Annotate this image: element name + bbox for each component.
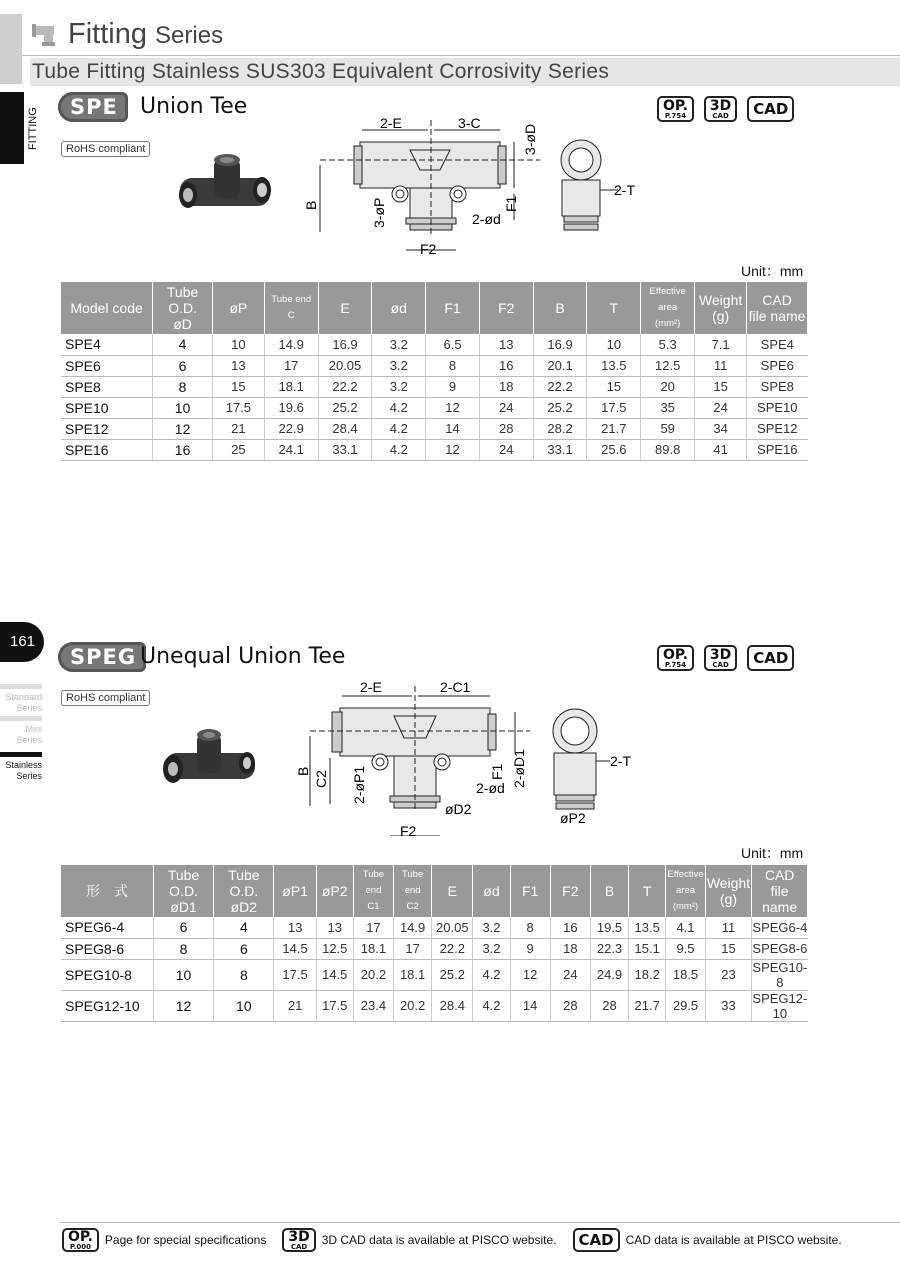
union-tee-photo (170, 150, 280, 230)
table-cell: 14.5 (316, 959, 353, 990)
series-tab-mini[interactable]: Mini Series (0, 716, 42, 746)
column-header: CAD file name (752, 865, 808, 917)
table-cell: 15.1 (629, 938, 666, 959)
table-cell: 24 (695, 397, 747, 418)
table-cell: SPEG6-4 (752, 917, 808, 938)
column-header: øP (212, 282, 264, 334)
table-cell: 23 (705, 959, 752, 990)
model-code-cell: SPE16 (61, 439, 153, 460)
column-header: Tube end C2 (394, 865, 432, 917)
unequal-union-tee-drawing (290, 676, 650, 836)
table-cell: 17 (264, 355, 318, 376)
table-cell: SPE8 (747, 376, 808, 397)
table-row (61, 439, 808, 460)
op-icon: OP. P.000 (62, 1228, 99, 1252)
table-row (61, 418, 808, 439)
table-cell: 22.3 (590, 938, 628, 959)
table-cell: 14.5 (274, 938, 316, 959)
table-cell: 13 (479, 334, 533, 355)
table-cell: 20 (641, 376, 695, 397)
dim-label: 3-C (458, 115, 481, 131)
table-cell: 12 (153, 990, 213, 1021)
rohs-badge: RoHS compliant (61, 141, 150, 157)
table-cell: 3.2 (473, 938, 510, 959)
column-header: øP1 (274, 865, 316, 917)
table-cell: 13 (212, 355, 264, 376)
table-cell: 18.5 (666, 959, 705, 990)
table-cell: 25.2 (432, 959, 473, 990)
column-header: Weight (g) (695, 282, 747, 334)
column-header: B (533, 282, 587, 334)
unit-label: Unit：mm (741, 845, 804, 861)
column-header: Effective area (mm²) (666, 865, 705, 917)
table-cell: 6 (214, 938, 274, 959)
table-cell: 5.3 (641, 334, 695, 355)
table-cell: 15 (212, 376, 264, 397)
page-title: Fitting Series (68, 18, 224, 50)
column-header: ød (372, 282, 426, 334)
table-cell: 13.5 (629, 917, 666, 938)
series-tab-stainless[interactable]: Stainless Series (0, 752, 42, 782)
dim-label: 2-T (614, 182, 635, 198)
table-cell: 4 (153, 334, 213, 355)
table-cell: 17.5 (212, 397, 264, 418)
table-row (61, 959, 808, 990)
table-cell: 8 (153, 376, 213, 397)
table-cell: 16 (550, 917, 590, 938)
column-header: F1 (426, 282, 480, 334)
table-cell: 19.5 (590, 917, 628, 938)
table-cell: 9 (426, 376, 480, 397)
model-code-cell: SPE8 (61, 376, 153, 397)
table-cell: 9 (510, 938, 550, 959)
table-cell: 25.2 (318, 397, 372, 418)
table-cell: 20.2 (394, 990, 432, 1021)
table-cell: 22.2 (533, 376, 587, 397)
column-header: Tube end C1 (353, 865, 393, 917)
column-header: B (590, 865, 628, 917)
table-row (61, 334, 808, 355)
column-header: T (629, 865, 666, 917)
dim-label: 2-C1 (440, 679, 471, 695)
table-cell: 14 (510, 990, 550, 1021)
footer-legend (62, 1228, 858, 1252)
table-cell: 13 (316, 917, 353, 938)
table-cell: 35 (641, 397, 695, 418)
table-cell: SPE12 (747, 418, 808, 439)
table-cell: SPE10 (747, 397, 808, 418)
table-cell: 24 (550, 959, 590, 990)
table-cell: 12 (426, 439, 480, 460)
table-cell: 25 (212, 439, 264, 460)
cad-legend-text: CAD data is available at PISCO website. (625, 1233, 842, 1247)
column-header: Tube O.D. øD (153, 282, 213, 334)
table-cell: 21 (274, 990, 316, 1021)
table-row (61, 917, 808, 938)
dim-label: 2-øD1 (511, 749, 527, 788)
column-header: F2 (550, 865, 590, 917)
dim-label: 2-T (610, 753, 631, 769)
table-cell: 10 (212, 334, 264, 355)
model-code-cell: SPE10 (61, 397, 153, 418)
table-cell: 33 (705, 990, 752, 1021)
column-header: E (432, 865, 473, 917)
table-row (61, 397, 808, 418)
column-header: ød (473, 865, 510, 917)
dim-label: 3-øD (522, 123, 538, 155)
column-header: T (587, 282, 641, 334)
table-cell: 8 (153, 938, 213, 959)
product-icons (657, 96, 794, 122)
table-cell: 16 (479, 355, 533, 376)
table-cell: 10 (153, 959, 213, 990)
cad-icon[interactable]: CAD (747, 645, 794, 671)
op-icon[interactable]: OP. P.754 (657, 96, 694, 122)
product-icons (657, 645, 794, 671)
table-cell: 17 (353, 917, 393, 938)
model-code-cell: SPEG12-10 (61, 990, 153, 1021)
dim-label: F2 (420, 241, 437, 257)
dim-label: F1 (503, 195, 519, 212)
table-cell: 8 (214, 959, 274, 990)
table-cell: 41 (695, 439, 747, 460)
table-cell: 3.2 (473, 917, 510, 938)
column-header: Tube end C (264, 282, 318, 334)
table-row (61, 938, 808, 959)
table-cell: 4.1 (666, 917, 705, 938)
page-number: 161 (0, 622, 44, 662)
op-legend-text: Page for special specifications (104, 1233, 267, 1247)
table-cell: SPE6 (747, 355, 808, 376)
table-cell: 10 (153, 397, 213, 418)
table-cell: 18.2 (629, 959, 666, 990)
table-row (61, 376, 808, 397)
table-cell: 14 (426, 418, 480, 439)
table-cell: 4 (214, 917, 274, 938)
column-header: øP2 (316, 865, 353, 917)
table-cell: SPEG10-8 (752, 959, 808, 990)
table-cell: 22.9 (264, 418, 318, 439)
table-cell: 9.5 (666, 938, 705, 959)
product-badge: SPEG (58, 642, 146, 672)
column-header: Tube O.D. øD2 (214, 865, 274, 917)
table-cell: 13 (274, 917, 316, 938)
table-cell: 12 (153, 418, 213, 439)
dim-label: C2 (313, 770, 329, 788)
table-cell: 89.8 (641, 439, 695, 460)
table-cell: 4.2 (372, 418, 426, 439)
table-cell: 4.2 (473, 959, 510, 990)
dim-label: 2-øP1 (351, 765, 367, 804)
table-cell: 6.5 (426, 334, 480, 355)
table-cell: 24.9 (590, 959, 628, 990)
fitting-tab-label: FITTING (27, 107, 39, 151)
dim-label: 3-øP (371, 197, 387, 228)
table-cell: 28.2 (533, 418, 587, 439)
table-cell: 14.9 (264, 334, 318, 355)
table-cell: 12 (426, 397, 480, 418)
model-code-cell: SPEG6-4 (61, 917, 153, 938)
table-cell: 20.05 (432, 917, 473, 938)
union-tee-drawing (300, 110, 660, 260)
dim-label: 2-ød (476, 780, 505, 796)
table-row (61, 990, 808, 1021)
dim-label: 2-E (360, 679, 382, 695)
product-title: Unequal Union Tee (140, 644, 346, 669)
table-cell: SPE16 (747, 439, 808, 460)
table-cell: 17 (394, 938, 432, 959)
table-cell: 19.6 (264, 397, 318, 418)
table-cell: 18.1 (394, 959, 432, 990)
column-header: 形 式 (61, 865, 153, 917)
column-header: Tube O.D. øD1 (153, 865, 213, 917)
3d-cad-icon: 3D CAD (282, 1228, 315, 1252)
table-cell: 3.2 (372, 334, 426, 355)
table-cell: 13.5 (587, 355, 641, 376)
table-cell: SPEG12-10 (752, 990, 808, 1021)
column-header: Weight (g) (705, 865, 752, 917)
footer-divider (60, 1222, 900, 1223)
table-cell: 7.1 (695, 334, 747, 355)
table-cell: 59 (641, 418, 695, 439)
table-cell: 10 (587, 334, 641, 355)
model-code-cell: SPEG10-8 (61, 959, 153, 990)
model-code-cell: SPE6 (61, 355, 153, 376)
table-cell: 21.7 (629, 990, 666, 1021)
table-cell: 18.1 (353, 938, 393, 959)
table-cell: 12.5 (641, 355, 695, 376)
table-cell: SPEG8-6 (752, 938, 808, 959)
table-cell: 18.1 (264, 376, 318, 397)
table-cell: 18 (479, 376, 533, 397)
column-header: F1 (510, 865, 550, 917)
table-cell: 28 (550, 990, 590, 1021)
dim-label: B (295, 766, 311, 776)
fitting-tab-marker (0, 92, 24, 164)
table-row (61, 355, 808, 376)
table-cell: 8 (426, 355, 480, 376)
unequal-union-tee-photo (155, 725, 265, 800)
cad-icon: CAD (573, 1228, 620, 1252)
table-cell: 24 (479, 439, 533, 460)
table-cell: 25.2 (533, 397, 587, 418)
table-cell: 16.9 (533, 334, 587, 355)
table-cell: SPE4 (747, 334, 808, 355)
model-code-cell: SPEG8-6 (61, 938, 153, 959)
table-cell: 20.1 (533, 355, 587, 376)
table-cell: 34 (695, 418, 747, 439)
table-cell: 17.5 (316, 990, 353, 1021)
table-cell: 6 (153, 355, 213, 376)
table-cell: 20.2 (353, 959, 393, 990)
table-cell: 29.5 (666, 990, 705, 1021)
table-cell: 28 (590, 990, 628, 1021)
table-cell: 3.2 (372, 376, 426, 397)
table-cell: 3.2 (372, 355, 426, 376)
table-cell: 10 (214, 990, 274, 1021)
table-cell: 28 (479, 418, 533, 439)
table-cell: 15 (705, 938, 752, 959)
3d-legend-text: 3D CAD data is available at PISCO website. (321, 1233, 557, 1247)
table-cell: 23.4 (353, 990, 393, 1021)
table-cell: 4.2 (372, 397, 426, 418)
table-cell: 17.5 (274, 959, 316, 990)
table-cell: 28.4 (318, 418, 372, 439)
column-header: Model code (61, 282, 153, 334)
header-divider (22, 55, 900, 56)
table-cell: 33.1 (533, 439, 587, 460)
dim-label: øP2 (560, 810, 586, 826)
column-header: CAD file name (747, 282, 808, 334)
page-subtitle: Tube Fitting Stainless SUS303 Equivalent Corrosivity Series (30, 58, 900, 86)
table-cell: 16.9 (318, 334, 372, 355)
table-cell: 14.9 (394, 917, 432, 938)
column-header: F2 (479, 282, 533, 334)
table-cell: 22.2 (318, 376, 372, 397)
unit-label: Unit：mm (741, 263, 804, 279)
table-cell: 22.2 (432, 938, 473, 959)
table-cell: 4.2 (473, 990, 510, 1021)
op-icon[interactable]: OP. P.754 (657, 645, 694, 671)
dim-label: F2 (400, 823, 417, 836)
model-code-cell: SPE4 (61, 334, 153, 355)
table-cell: 11 (695, 355, 747, 376)
table-cell: 28.4 (432, 990, 473, 1021)
3d-cad-icon[interactable]: 3D CAD (704, 96, 737, 122)
rohs-badge: RoHS compliant (61, 690, 150, 706)
dim-label: øD2 (445, 801, 472, 817)
table-cell: 8 (510, 917, 550, 938)
dim-label: 2-ød (472, 211, 501, 227)
dim-label: F1 (489, 763, 505, 780)
table-cell: 16 (153, 439, 213, 460)
product-badge: SPE (58, 92, 128, 122)
table-cell: 17.5 (587, 397, 641, 418)
table-cell: 33.1 (318, 439, 372, 460)
cad-icon[interactable]: CAD (747, 96, 794, 122)
table-cell: 21.7 (587, 418, 641, 439)
product-title: Union Tee (140, 94, 248, 119)
table-cell: 6 (153, 917, 213, 938)
table-cell: 21 (212, 418, 264, 439)
dim-label: B (303, 200, 319, 210)
table-cell: 24.1 (264, 439, 318, 460)
table-cell: 18 (550, 938, 590, 959)
table-cell: 4.2 (372, 439, 426, 460)
table-cell: 25.6 (587, 439, 641, 460)
table-cell: 12 (510, 959, 550, 990)
table-cell: 24 (479, 397, 533, 418)
table-cell: 15 (695, 376, 747, 397)
3d-cad-icon[interactable]: 3D CAD (704, 645, 737, 671)
table-cell: 12.5 (316, 938, 353, 959)
table-cell: 20.05 (318, 355, 372, 376)
table-cell: 15 (587, 376, 641, 397)
column-header: E (318, 282, 372, 334)
elbow-fitting-icon (30, 20, 62, 48)
header-accent-bar (0, 14, 22, 84)
column-header: Effective area (mm²) (641, 282, 695, 334)
dim-label: 2-E (380, 115, 402, 131)
spe-spec-table (61, 282, 808, 461)
model-code-cell: SPE12 (61, 418, 153, 439)
table-cell: 11 (705, 917, 752, 938)
speg-spec-table (61, 865, 808, 1022)
series-tab-standard[interactable]: Standard Series (0, 684, 42, 714)
